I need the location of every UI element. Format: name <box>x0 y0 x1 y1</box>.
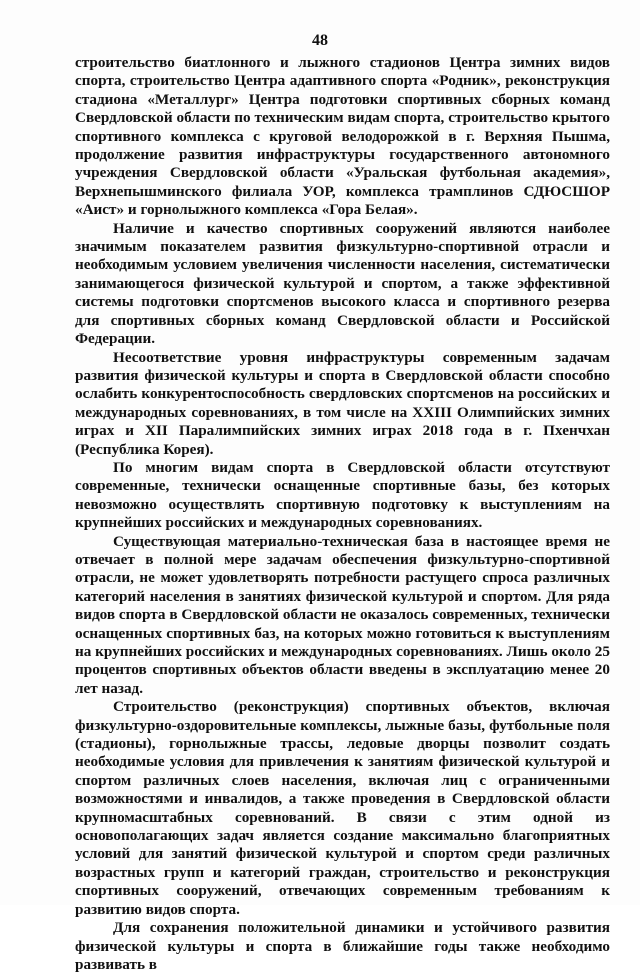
paragraph: Существующая материально-техническая база в настоящее время не отвечает в полной мере задачам обеспечения физкультурно-спортивной отрасли, не может удовлетворять потребности растущего спроса различных категорий населения в занятиях физической культурой и спортом. Для ряда видов спорта в Свердловской области не оказалось современных, технически оснащенных спортивных баз, на которых можно готовиться к выступлениям на крупнейших российских и международных соревнованиях. Лишь около 25 процентов спортивных объектов области введены в эксплуатацию менее 20 лет назад. <box>75 532 610 697</box>
paragraph: строительство биатлонного и лыжного стадионов Центра зимних видов спорта, строительство Центра адаптивного спорта «Родник», реконструкция стадиона «Металлург» Центра подготовки спортивных сборных команд Свердловской области по техническим видам спорта, строительство крытого спортивного комплекса с круговой велодорожкой в г. Верхняя Пышма, продолжение развития инфраструктуры государственного автономного учреждения Свердловской области «Уральская футбольная академия», Верхнепышминского филиала УОР, комплекса трамплинов СДЮСШОР «Аист» и горнолыжного комплекса «Гора Белая». <box>75 54 610 219</box>
paragraph: Для сохранения положительной динамики и устойчивого развития физической культуры и спорта в ближайшие годы также необходимо развивать в <box>75 919 610 973</box>
document-body <box>75 54 610 974</box>
paragraph: По многим видам спорта в Свердловской области отсутствуют современные, технически оснащенные спортивные базы, без которых невозможно осуществлять спортивную подготовку к выступлениям на крупнейших российских и международных соревнованиях. <box>75 458 610 532</box>
page-number: 48 <box>312 32 328 49</box>
paragraph: Строительство (реконструкция) спортивных объектов, включая физкультурно-оздоровительные комплексы, лыжные базы, футбольные поля (стадионы), горнолыжные трассы, ледовые дворцы позволит создать необходимые условия для привлечения к занятиям физической культурой и спортом различных слоев населения, включая лиц с ограниченными возможностями и инвалидов, а также проведения в Свердловской области крупномасштабных соревнований. В связи с этим одной из основополагающих задач является создание максимально благоприятных условий для занятий физической культурой и спортом среди различных возрастных групп и категорий граждан, строительство и реконструкция спортивных сооружений, отвечающих современным требованиям к развитию видов спорта. <box>75 698 610 918</box>
paragraph: Несоответствие уровня инфраструктуры современным задачам развития физической культуры и спорта в Свердловской области способно ослабить конкурентоспособность свердловских спортсменов на российских и международных соревнованиях, в том числе на XXIII Олимпийских зимних играх и XII Паралимпийских зимних играх 2018 года в г. Пхенчхан (Республика Корея). <box>75 348 610 458</box>
paragraph: Наличие и качество спортивных сооружений являются наиболее значимым показателем развития физкультурно-спортивной отрасли и необходимым условием увеличения численности населения, систематически занимающегося физической культурой и спортом, а также эффективной системы подготовки спортсменов высокого класса и спортивного резерва для спортивных сборных команд Свердловской области и Российской Федерации. <box>75 219 610 348</box>
